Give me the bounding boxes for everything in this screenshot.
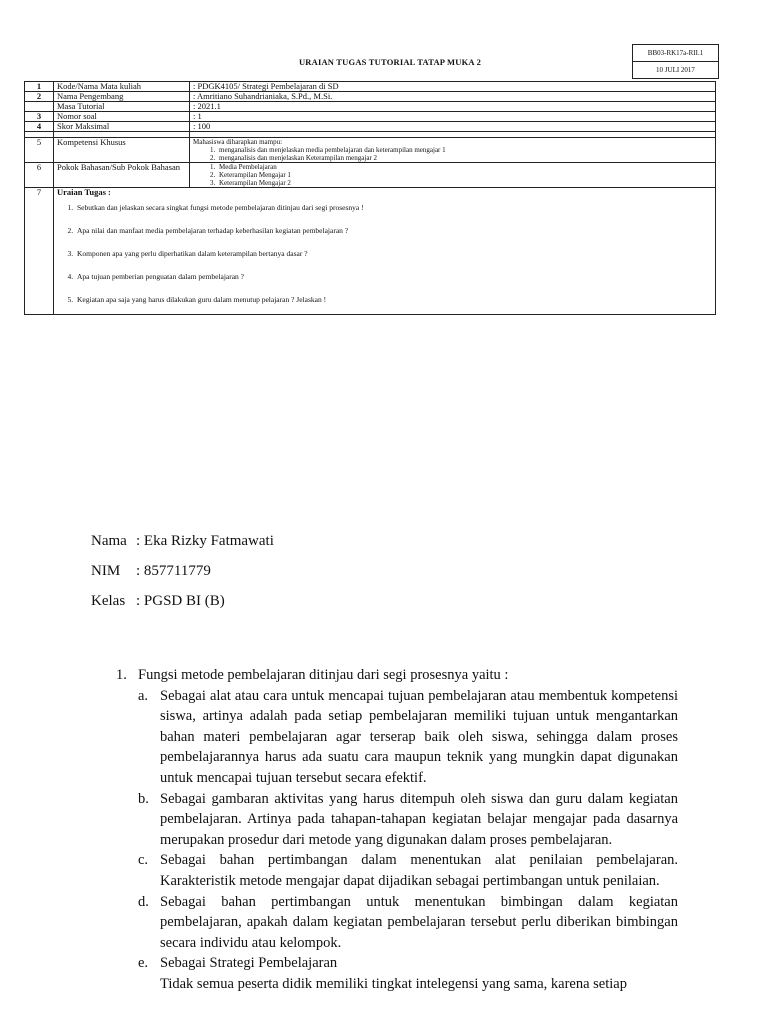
row-value: : 2021.1 [190,102,716,112]
task-list [57,203,712,304]
name-row [91,529,274,559]
answer-point [116,953,678,974]
pokok-bahasan-item: 3. Keterampilan Mengajar 2 [217,179,712,187]
uraian-cell [54,188,716,315]
row-label: Nama Pengembang [54,92,190,102]
uraian-heading: Uraian Tugas : [57,187,111,197]
point-letter: e. [138,955,149,972]
pokok-bahasan-item: 2. Keterampilan Mengajar 1 [217,171,712,179]
row-number: 2 [25,92,54,102]
row-number: 5 [25,138,54,163]
pokok-bahasan-list [193,163,712,187]
info-row [25,92,716,102]
point-text: Sebagai alat atau cara untuk mencapai tujuan pembelajaran atau membentuk kompetensi siswa, artinya adalah pada setiap pembelajaran memiliki tujuan untuk mengantarkan bahan materi pembelajaran agar terserap baik oleh siswa, sehingga dalam proses pembelajarannya harus ada suatu cara maupun teknik yang mungkin dapat digunakan untuk mencapai tujuan tersebut secara efektif. [160,687,678,786]
answer-section [116,665,678,995]
row-value: : PDGK4105/ Strategi Pembelajaran di SD [190,82,716,92]
row-number [25,102,54,112]
answer-point [116,892,678,954]
row-value: : Amritiano Suhandrianiaka, S.Pd., M.Si. [190,92,716,102]
point-letter: a. [138,687,149,704]
info-row [25,112,716,122]
answer-point [116,850,678,891]
kelas-row [91,589,274,619]
point-letter: b. [138,790,149,807]
point-text: Sebagai bahan pertimbangan untuk menentukan bimbingan dalam kegiatan pembelajaran, apakah dalam kegiatan pembelajaran tersebut perlu diberikan bimbingan secara individu atau kelompok. [160,893,678,951]
info-row [25,122,716,132]
row-label: Masa Tutorial [54,102,190,112]
nim-row [91,559,274,589]
answer-point [116,686,678,789]
kompetensi-row [25,138,716,163]
continuation-text: Tidak semua peserta didik memiliki tingkat intelegensi yang sama, karena setiap [160,975,627,992]
kelas-label: Kelas [91,593,126,609]
row-label: Skor Maksimal [54,122,190,132]
document-date: 10 JULI 2017 [633,61,718,78]
task-item: 2. Apa nilai dan manfaat media pembelajaran terhadap keberhasilan kegiatan pembelajaran ? [75,226,712,235]
answer-continuation [116,974,678,995]
row-value: : 100 [190,122,716,132]
point-text: Sebagai bahan pertimbangan dalam menentukan alat penilaian pembelajaran. Karakteristik metode mengajar dapat dijadikan sebagai pertimbangan untuk penilaian. [160,852,678,889]
task-item: 3. Komponen apa yang perlu diperhatikan dalam keterampilan bertanya dasar ? [75,249,712,258]
kelas-value: : PGSD BI (B) [136,593,225,609]
answer-intro: Fungsi metode pembelajaran ditinjau dari segi prosesnya yaitu : [138,667,509,683]
uraian-row [25,188,716,315]
student-identity [91,529,274,619]
row-label: Kode/Nama Mata kuliah [54,82,190,92]
info-row [25,102,716,112]
task-item: 1. Sebutkan dan jelaskan secara singkat fungsi metode pembelajaran ditinjau dari segi prosesnya ! [75,203,712,212]
point-text: Sebagai Strategi Pembelajaran [160,955,338,972]
document-title: URAIAN TUGAS TUTORIAL TATAP MUKA 2 [298,57,482,67]
row-label: Kompetensi Khusus [54,138,190,163]
row-value: : 1 [190,112,716,122]
kompetensi-list [193,146,712,162]
row-label: Nomor soal [54,112,190,122]
task-item: 4. Apa tujuan pemberian penguatan dalam pembelajaran ? [75,272,712,281]
point-letter: c. [138,852,149,869]
pokok-bahasan-row [25,163,716,188]
answer-number: 1. [116,667,127,683]
row-number: 7 [25,188,54,315]
row-number: 1 [25,82,54,92]
pokok-bahasan-cell [190,163,716,188]
name-value: : Eka Rizky Fatmawati [136,533,274,549]
document-code-box [632,44,719,79]
row-number: 6 [25,163,54,188]
row-number: 3 [25,112,54,122]
answer-point [116,789,678,851]
document-code: BB03-RK17a-RII.1 [647,49,704,57]
info-row [25,82,716,92]
answer-heading [116,665,678,686]
kompetensi-item: 1. menganalisis dan menjelaskan media pembelajaran dan keterampilan mengajar 1 [217,146,712,154]
name-label: Nama [91,533,127,549]
kompetensi-cell [190,138,716,163]
pokok-bahasan-item: 1. Media Pembelajaran [217,163,712,171]
task-item: 5. Kegiatan apa saja yang harus dilakukan guru dalam menutup pelajaran ? Jelaskan ! [75,295,712,304]
task-form-table [24,81,716,315]
kompetensi-intro: Mahasiswa diharapkan mampu: [193,138,283,146]
point-text: Sebagai gambaran aktivitas yang harus ditempuh oleh siswa dan guru dalam kegiatan pembelajaran. Artinya pada tahapan-tahapan kegiatan belajar mengajar pada dasarnya merupakan prosedur dari metode yang digunakan dalam proses pembelajaran. [160,790,678,848]
row-label: Pokok Bahasan/Sub Pokok Bahasan [54,163,190,188]
kompetensi-item: 2. menganalisis dan menjelaskan Keterampilan mengajar 2 [217,154,712,162]
point-letter: d. [138,893,149,910]
nim-label: NIM [91,563,121,579]
row-number: 4 [25,122,54,132]
nim-value: : 857711779 [136,563,211,579]
